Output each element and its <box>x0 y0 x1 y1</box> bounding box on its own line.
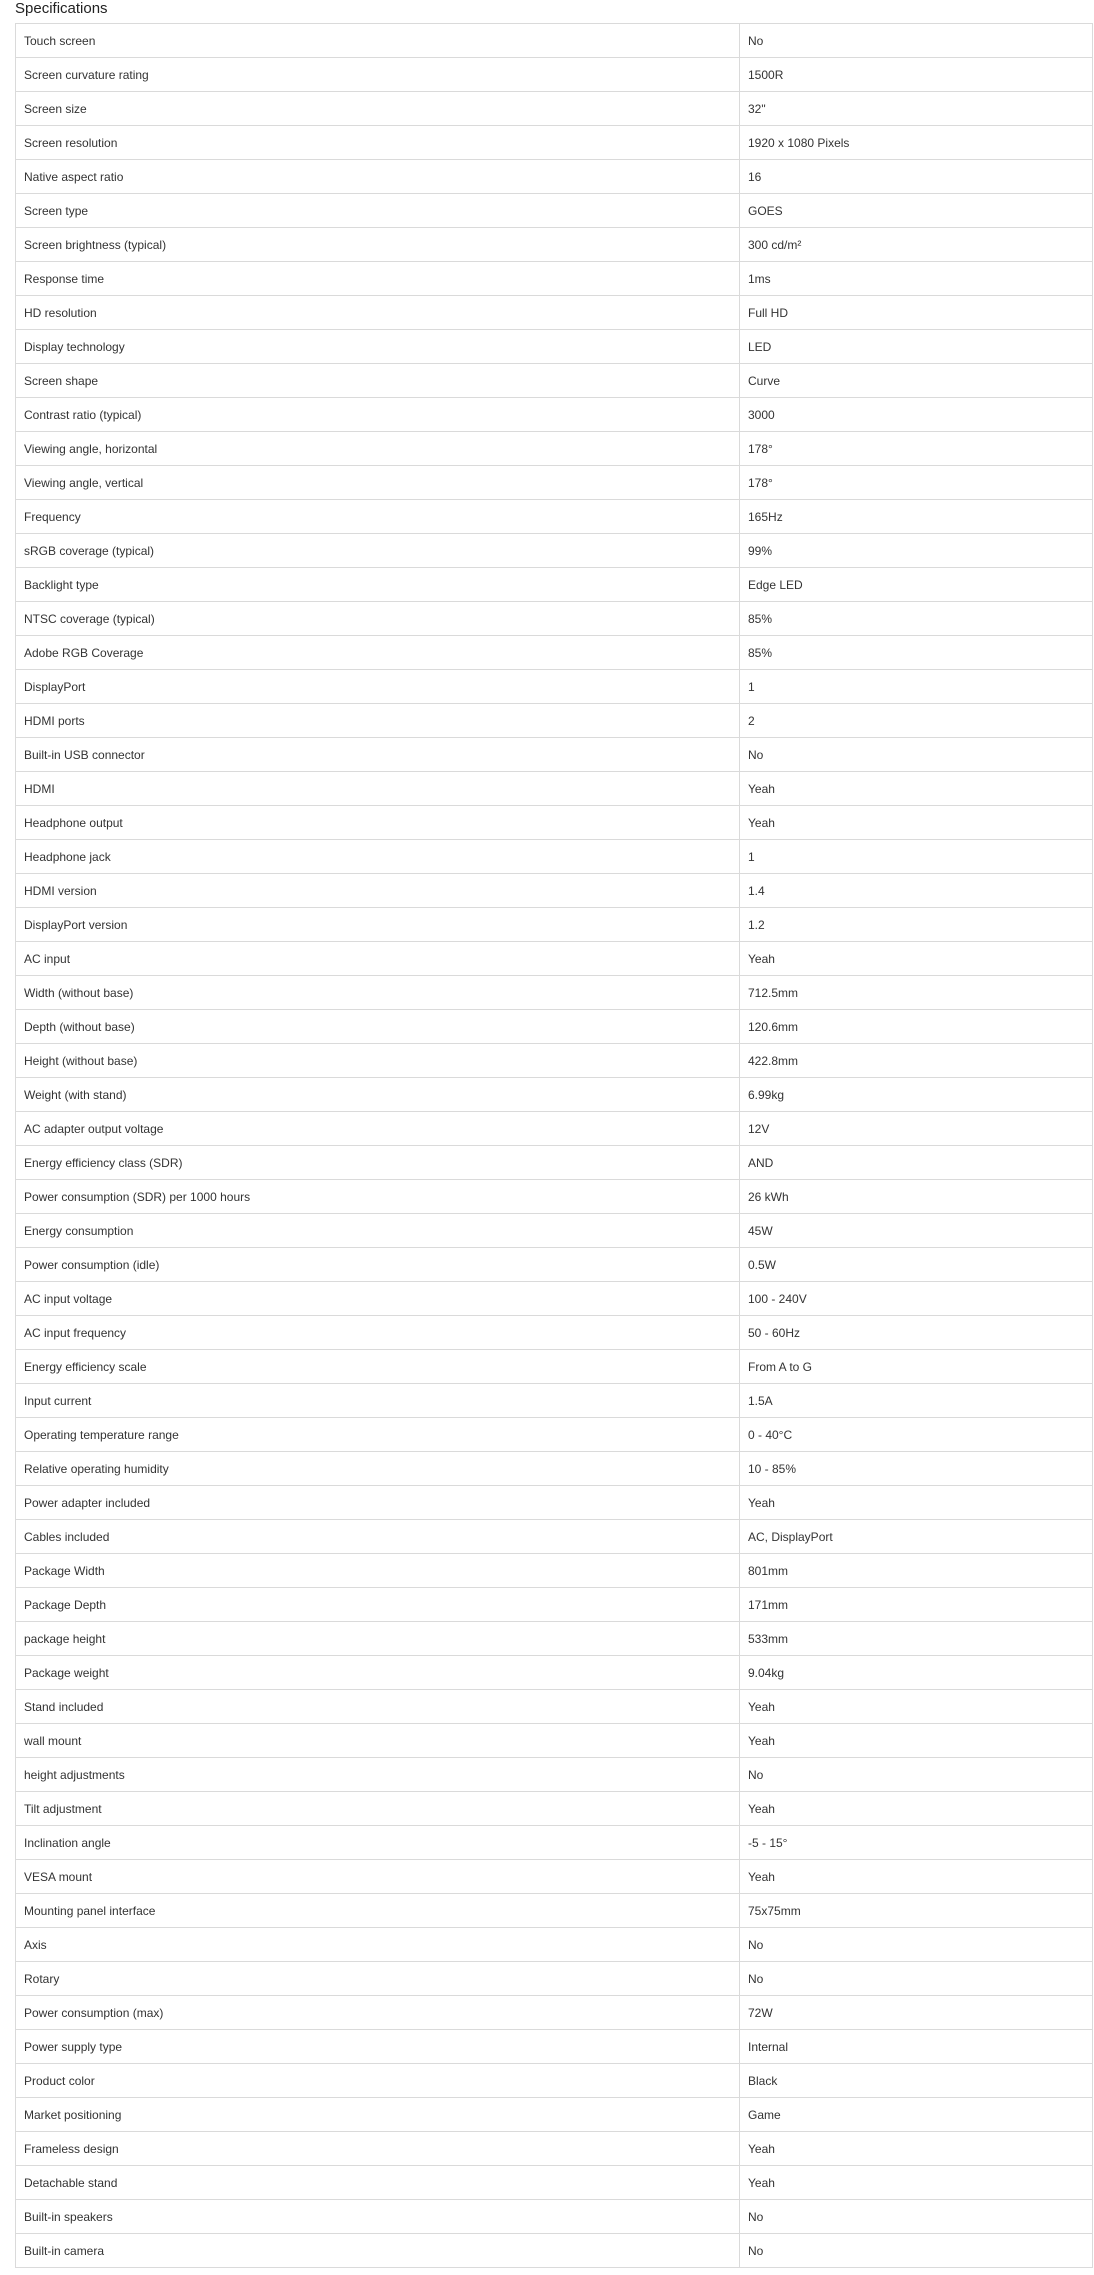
spec-value: 178° <box>740 432 1093 466</box>
spec-value: 0 - 40°C <box>740 1418 1093 1452</box>
spec-value: 2 <box>740 704 1093 738</box>
table-row <box>16 976 1093 1010</box>
spec-label: Backlight type <box>16 568 740 602</box>
spec-label: Built-in USB connector <box>16 738 740 772</box>
spec-label: HDMI version <box>16 874 740 908</box>
spec-label: Response time <box>16 262 740 296</box>
table-row <box>16 1622 1093 1656</box>
spec-label: NTSC coverage (typical) <box>16 602 740 636</box>
spec-label: Headphone jack <box>16 840 740 874</box>
spec-label: Built-in camera <box>16 2234 740 2268</box>
spec-value: Black <box>740 2064 1093 2098</box>
spec-value: Yeah <box>740 1724 1093 1758</box>
spec-value: No <box>740 1962 1093 1996</box>
spec-value: 16 <box>740 160 1093 194</box>
spec-label: Detachable stand <box>16 2166 740 2200</box>
spec-value: Yeah <box>740 2166 1093 2200</box>
spec-label: Screen shape <box>16 364 740 398</box>
spec-label: Power supply type <box>16 2030 740 2064</box>
table-row <box>16 738 1093 772</box>
spec-label: AC adapter output voltage <box>16 1112 740 1146</box>
table-row <box>16 2166 1093 2200</box>
table-row <box>16 1690 1093 1724</box>
spec-value: 533mm <box>740 1622 1093 1656</box>
spec-label: Screen brightness (typical) <box>16 228 740 262</box>
spec-value: 171mm <box>740 1588 1093 1622</box>
table-row <box>16 1894 1093 1928</box>
table-row <box>16 1180 1093 1214</box>
spec-value: -5 - 15° <box>740 1826 1093 1860</box>
table-row <box>16 1486 1093 1520</box>
spec-label: Native aspect ratio <box>16 160 740 194</box>
table-row <box>16 942 1093 976</box>
table-row <box>16 500 1093 534</box>
spec-value: No <box>740 1928 1093 1962</box>
table-row <box>16 1996 1093 2030</box>
specifications-table <box>15 23 1093 2268</box>
spec-value: Yeah <box>740 1860 1093 1894</box>
spec-value: Yeah <box>740 1486 1093 1520</box>
spec-label: Energy consumption <box>16 1214 740 1248</box>
spec-label: Viewing angle, vertical <box>16 466 740 500</box>
table-row <box>16 1010 1093 1044</box>
table-row <box>16 398 1093 432</box>
table-row <box>16 1554 1093 1588</box>
spec-value: 1 <box>740 670 1093 704</box>
spec-value: Full HD <box>740 296 1093 330</box>
spec-label: AC input frequency <box>16 1316 740 1350</box>
table-row <box>16 1384 1093 1418</box>
spec-value: 0.5W <box>740 1248 1093 1282</box>
spec-value: Yeah <box>740 806 1093 840</box>
table-row <box>16 296 1093 330</box>
table-row <box>16 2200 1093 2234</box>
spec-label: Display technology <box>16 330 740 364</box>
table-row <box>16 534 1093 568</box>
spec-value: 300 cd/m² <box>740 228 1093 262</box>
spec-label: Screen resolution <box>16 126 740 160</box>
spec-value: No <box>740 2200 1093 2234</box>
table-row <box>16 2234 1093 2268</box>
spec-value: 100 - 240V <box>740 1282 1093 1316</box>
spec-value: 6.99kg <box>740 1078 1093 1112</box>
spec-label: Screen size <box>16 92 740 126</box>
spec-value: Curve <box>740 364 1093 398</box>
spec-label: HDMI <box>16 772 740 806</box>
table-row <box>16 1520 1093 1554</box>
section-title: Specifications <box>15 0 108 17</box>
spec-value: 1.5A <box>740 1384 1093 1418</box>
spec-value: 99% <box>740 534 1093 568</box>
table-row <box>16 908 1093 942</box>
spec-value: No <box>740 1758 1093 1792</box>
table-row <box>16 874 1093 908</box>
spec-value: 422.8mm <box>740 1044 1093 1078</box>
table-row <box>16 262 1093 296</box>
spec-value: 85% <box>740 602 1093 636</box>
spec-value: No <box>740 24 1093 58</box>
spec-label: Package Width <box>16 1554 740 1588</box>
spec-label: package height <box>16 1622 740 1656</box>
spec-label: Headphone output <box>16 806 740 840</box>
spec-value: Yeah <box>740 1690 1093 1724</box>
spec-value: 165Hz <box>740 500 1093 534</box>
spec-value: 120.6mm <box>740 1010 1093 1044</box>
table-row <box>16 1316 1093 1350</box>
spec-label: DisplayPort <box>16 670 740 704</box>
spec-label: Rotary <box>16 1962 740 1996</box>
spec-value: 75x75mm <box>740 1894 1093 1928</box>
table-row <box>16 1588 1093 1622</box>
table-row <box>16 1656 1093 1690</box>
spec-value: No <box>740 738 1093 772</box>
spec-label: Tilt adjustment <box>16 1792 740 1826</box>
table-row <box>16 194 1093 228</box>
spec-label: Weight (with stand) <box>16 1078 740 1112</box>
spec-label: AC input voltage <box>16 1282 740 1316</box>
table-row <box>16 2132 1093 2166</box>
table-row <box>16 1928 1093 1962</box>
spec-value: 1.2 <box>740 908 1093 942</box>
spec-label: Built-in speakers <box>16 2200 740 2234</box>
table-row <box>16 602 1093 636</box>
table-row <box>16 1758 1093 1792</box>
table-row <box>16 58 1093 92</box>
spec-label: Operating temperature range <box>16 1418 740 1452</box>
spec-value: 32" <box>740 92 1093 126</box>
table-row <box>16 2064 1093 2098</box>
table-row <box>16 840 1093 874</box>
spec-label: Product color <box>16 2064 740 2098</box>
table-row <box>16 806 1093 840</box>
spec-value: 12V <box>740 1112 1093 1146</box>
spec-value: 26 kWh <box>740 1180 1093 1214</box>
spec-label: Frequency <box>16 500 740 534</box>
spec-label: Energy efficiency class (SDR) <box>16 1146 740 1180</box>
spec-value: 1ms <box>740 262 1093 296</box>
spec-label: Mounting panel interface <box>16 1894 740 1928</box>
spec-value: 1500R <box>740 58 1093 92</box>
spec-label: Market positioning <box>16 2098 740 2132</box>
table-row <box>16 126 1093 160</box>
table-row <box>16 1452 1093 1486</box>
table-row <box>16 1962 1093 1996</box>
spec-label: Package weight <box>16 1656 740 1690</box>
spec-value: GOES <box>740 194 1093 228</box>
spec-value: 50 - 60Hz <box>740 1316 1093 1350</box>
table-row <box>16 1248 1093 1282</box>
spec-label: Input current <box>16 1384 740 1418</box>
spec-value: AC, DisplayPort <box>740 1520 1093 1554</box>
table-row <box>16 1350 1093 1384</box>
spec-label: Energy efficiency scale <box>16 1350 740 1384</box>
spec-value: 1 <box>740 840 1093 874</box>
spec-value: Game <box>740 2098 1093 2132</box>
table-row <box>16 1724 1093 1758</box>
spec-label: Frameless design <box>16 2132 740 2166</box>
table-row <box>16 92 1093 126</box>
spec-value: 3000 <box>740 398 1093 432</box>
spec-label: Relative operating humidity <box>16 1452 740 1486</box>
spec-value: From A to G <box>740 1350 1093 1384</box>
spec-label: Screen curvature rating <box>16 58 740 92</box>
spec-label: Viewing angle, horizontal <box>16 432 740 466</box>
spec-label: Package Depth <box>16 1588 740 1622</box>
spec-value: 712.5mm <box>740 976 1093 1010</box>
table-row <box>16 466 1093 500</box>
spec-label: Power consumption (SDR) per 1000 hours <box>16 1180 740 1214</box>
spec-value: Internal <box>740 2030 1093 2064</box>
spec-label: HDMI ports <box>16 704 740 738</box>
spec-label: Power consumption (max) <box>16 1996 740 2030</box>
table-row <box>16 1214 1093 1248</box>
spec-label: Touch screen <box>16 24 740 58</box>
table-row <box>16 1044 1093 1078</box>
spec-value: 72W <box>740 1996 1093 2030</box>
table-row <box>16 670 1093 704</box>
table-row <box>16 24 1093 58</box>
table-row <box>16 160 1093 194</box>
table-row <box>16 2030 1093 2064</box>
spec-label: Adobe RGB Coverage <box>16 636 740 670</box>
spec-value: Yeah <box>740 1792 1093 1826</box>
table-row <box>16 228 1093 262</box>
spec-label: DisplayPort version <box>16 908 740 942</box>
spec-value: 10 - 85% <box>740 1452 1093 1486</box>
spec-label: Cables included <box>16 1520 740 1554</box>
table-row <box>16 1112 1093 1146</box>
table-row <box>16 1860 1093 1894</box>
spec-label: Height (without base) <box>16 1044 740 1078</box>
table-row <box>16 330 1093 364</box>
table-row <box>16 364 1093 398</box>
spec-value: Yeah <box>740 942 1093 976</box>
table-row <box>16 636 1093 670</box>
spec-value: Yeah <box>740 2132 1093 2166</box>
spec-value: 801mm <box>740 1554 1093 1588</box>
spec-label: height adjustments <box>16 1758 740 1792</box>
spec-value: 178° <box>740 466 1093 500</box>
spec-label: Axis <box>16 1928 740 1962</box>
table-row <box>16 1418 1093 1452</box>
spec-value: No <box>740 2234 1093 2268</box>
spec-value: 85% <box>740 636 1093 670</box>
spec-value: 1.4 <box>740 874 1093 908</box>
spec-value: AND <box>740 1146 1093 1180</box>
table-row <box>16 432 1093 466</box>
spec-value: 45W <box>740 1214 1093 1248</box>
spec-label: sRGB coverage (typical) <box>16 534 740 568</box>
table-row <box>16 1078 1093 1112</box>
spec-label: Contrast ratio (typical) <box>16 398 740 432</box>
table-row <box>16 568 1093 602</box>
table-row <box>16 2098 1093 2132</box>
specifications-table-body <box>16 24 1093 2268</box>
spec-value: Edge LED <box>740 568 1093 602</box>
spec-label: Stand included <box>16 1690 740 1724</box>
spec-label: HD resolution <box>16 296 740 330</box>
spec-label: VESA mount <box>16 1860 740 1894</box>
table-row <box>16 1792 1093 1826</box>
table-row <box>16 1282 1093 1316</box>
table-row <box>16 1146 1093 1180</box>
spec-label: Width (without base) <box>16 976 740 1010</box>
spec-label: AC input <box>16 942 740 976</box>
spec-value: 9.04kg <box>740 1656 1093 1690</box>
spec-label: Power consumption (idle) <box>16 1248 740 1282</box>
table-row <box>16 1826 1093 1860</box>
spec-value: Yeah <box>740 772 1093 806</box>
spec-label: Depth (without base) <box>16 1010 740 1044</box>
table-row <box>16 772 1093 806</box>
spec-label: Power adapter included <box>16 1486 740 1520</box>
spec-label: Screen type <box>16 194 740 228</box>
table-row <box>16 704 1093 738</box>
spec-value: 1920 x 1080 Pixels <box>740 126 1093 160</box>
spec-label: wall mount <box>16 1724 740 1758</box>
spec-label: Inclination angle <box>16 1826 740 1860</box>
spec-value: LED <box>740 330 1093 364</box>
